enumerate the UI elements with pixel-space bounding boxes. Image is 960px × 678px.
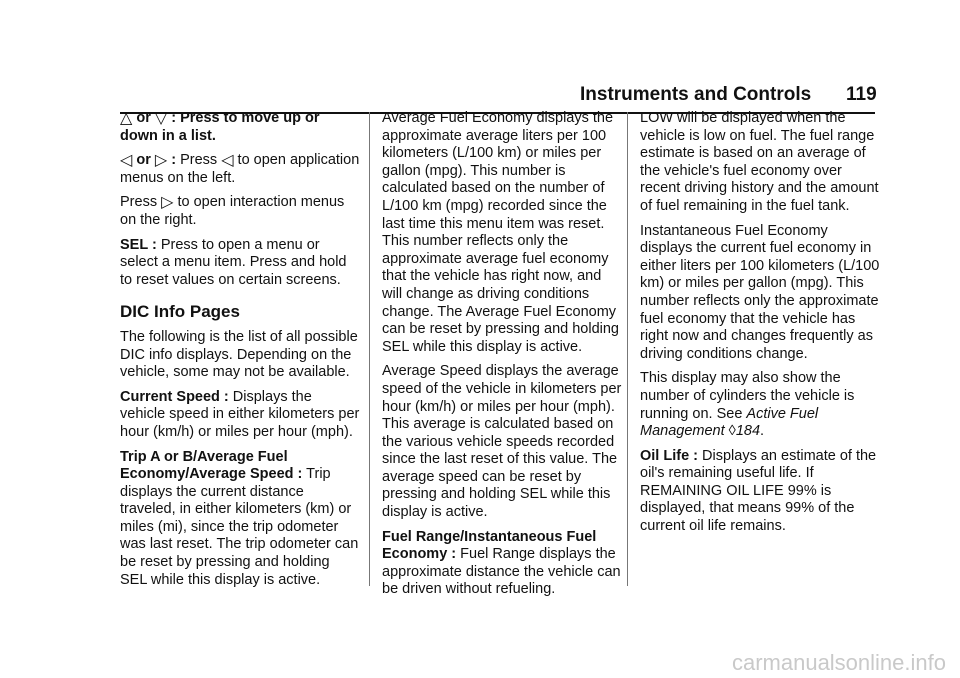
nav-updown-paragraph xyxy=(120,110,360,145)
column-3 xyxy=(640,110,880,543)
sel-text: Press to open a menu or select a menu item. Press and hold to reset values on certain screens. xyxy=(120,236,347,288)
column-1 xyxy=(120,110,360,596)
press-word: Press xyxy=(180,152,218,169)
section-heading: DIC Info Pages xyxy=(120,302,240,322)
column-divider xyxy=(627,112,628,586)
trip-paragraph xyxy=(120,449,360,590)
watermark: carmanualsonline.info xyxy=(731,650,946,675)
up-arrow-icon: △ xyxy=(120,110,133,127)
current-speed-label: Current Speed : xyxy=(120,388,229,405)
or-word: or xyxy=(136,110,151,126)
fuel-range-paragraph xyxy=(382,529,622,599)
nav-right-paragraph xyxy=(120,194,360,229)
current-speed-paragraph xyxy=(120,389,360,442)
intro-paragraph: The following is the list of all possible DIC info displays. Depending on the vehicle, some may not be available. xyxy=(120,328,358,381)
right-arrow-icon: ▷ xyxy=(161,194,174,212)
page-ref-icon: ◊ xyxy=(728,423,736,440)
press-word: Press xyxy=(120,194,158,211)
afm-link[interactable]: Active Fuel Management xyxy=(640,405,819,440)
sel-paragraph xyxy=(120,237,360,290)
afm-page-ref[interactable]: 184 xyxy=(735,423,761,440)
nav-left-text: to open application menus on the left. xyxy=(120,152,360,186)
down-arrow-icon: ▽ xyxy=(154,110,168,127)
column-2 xyxy=(382,110,622,606)
oil-life-label: Oil Life : xyxy=(640,447,698,464)
column-divider xyxy=(369,112,370,586)
right-arrow-icon: ▷ xyxy=(154,152,168,170)
low-fuel-paragraph: LOW will be displayed when the vehicle is low on fuel. The fuel range estimate is based on an average of the vehicle's fuel economy over recent driving history and the amount of fuel remaining in the fuel tank. xyxy=(640,110,879,214)
nav-updown-text: : Press to move up or down in a list. xyxy=(120,110,320,144)
instant-fuel-paragraph: Instantaneous Fuel Economy displays the current fuel economy in either liters per 100 kilometers (L/100 km) or miles per gallon (mpg). This number reflects only the approximate fuel economy that the vehicle has right now and changes frequently as driving conditions change. xyxy=(640,222,880,362)
period: . xyxy=(760,423,765,440)
avg-fuel-paragraph: Average Fuel Economy displays the approximate average liters per 100 kilometers (L/100 km) or miles per gallon (mpg). This number is calculated based on the number of L/100 km (mpg) recorded since the last time this menu item was reset. This number reflects only the approximate average fuel economy that the vehicle has right now, and will change as driving conditions change. The Average Fuel Economy can be reset by pressing and holding SEL while this display is active. xyxy=(382,110,619,355)
fuel-range-text: Fuel Range displays the approximate distance the vehicle can be driven without refueling. xyxy=(382,546,621,598)
trip-text: Trip displays the current distance traveled, in either kilometers (km) or miles (mi), since the trip odometer was last reset. The trip odometer can be reset by pressing and holding SEL while this display is active. xyxy=(120,466,359,588)
cylinders-text: This display may also show the number of cylinders the vehicle is running on. See xyxy=(640,370,855,422)
fuel-range-label: Fuel Range/Instantaneous Fuel Economy : xyxy=(382,528,597,563)
or-word: or xyxy=(136,152,151,169)
left-arrow-icon: ◁ xyxy=(221,152,234,170)
section-title: Instruments and Controls xyxy=(580,84,812,105)
cylinders-paragraph xyxy=(640,370,880,440)
sel-label: SEL : xyxy=(120,236,157,253)
page-header xyxy=(0,80,960,108)
page-number: 119 xyxy=(846,84,877,105)
oil-life-paragraph xyxy=(640,448,880,536)
nav-right-text: to open interaction menus on the right. xyxy=(120,194,345,228)
oil-life-text: Displays an estimate of the oil's remaining useful life. If REMAINING OIL LIFE 99% is displayed, that means 99% of the current oil life remains. xyxy=(640,447,877,535)
colon: : xyxy=(171,152,177,169)
left-arrow-icon: ◁ xyxy=(120,152,133,170)
avg-speed-paragraph: Average Speed displays the average speed of the vehicle in kilometers per hour (km/h) or miles per hour (mph). This average is calculated based on the various vehicle speeds recorded since the last reset of this value. The average speed can be reset by pressing and holding SEL while this display is active. xyxy=(382,363,622,521)
trip-label: Trip A or B/Average Fuel Economy/Average Speed : xyxy=(120,448,303,483)
current-speed-text: Displays the vehicle speed in either kilometers per hour (km/h) or miles per hour (mph). xyxy=(120,388,360,440)
nav-leftright-paragraph xyxy=(120,152,360,187)
